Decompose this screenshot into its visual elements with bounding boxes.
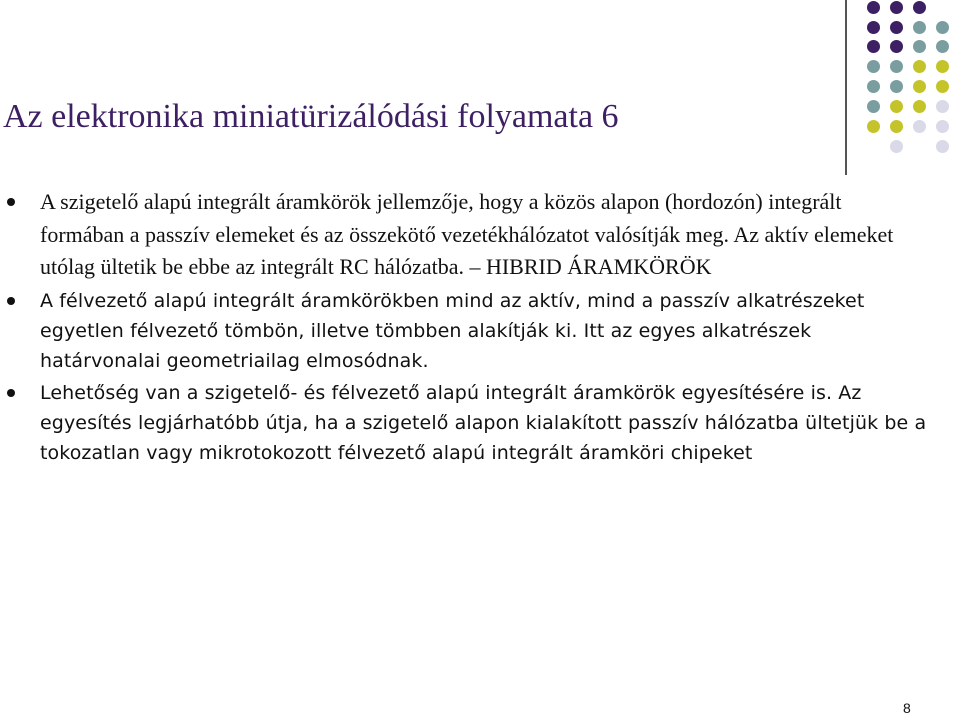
bullet-marker (7, 198, 15, 206)
decor-dot (890, 40, 903, 53)
decor-dot (867, 60, 880, 73)
page-number: 8 (903, 700, 911, 716)
bullet-item-combination (0, 378, 930, 468)
bullet-marker (7, 297, 15, 305)
bullet-item-semiconductor-circuits (0, 286, 930, 376)
bullet-text: A szigetelő alapú integrált áramkörök jellemzője, hogy a közös alapon (hordozón) integrált formában a passzív elemeket és az összekötő vezetékhálózatot valósítják meg. Az aktív elemeket utólag ültetik be ebbe az integrált RC hálózatba. – HIBRID ÁRAMKÖRÖK (40, 189, 894, 279)
decor-dot (913, 1, 926, 14)
decor-dot (936, 120, 949, 133)
decor-dot (913, 120, 926, 133)
decor-dot (867, 21, 880, 34)
decor-dot (890, 100, 903, 113)
decor-dot (936, 21, 949, 34)
bullet-list (0, 186, 930, 470)
decor-dot (936, 140, 949, 153)
decor-dot (936, 80, 949, 93)
decor-dot (890, 1, 903, 14)
decor-dot (867, 80, 880, 93)
decor-dot (936, 100, 949, 113)
decor-dot (890, 60, 903, 73)
decor-dot (913, 21, 926, 34)
decor-dot (913, 60, 926, 73)
decor-dot (867, 100, 880, 113)
bullet-marker (7, 389, 15, 397)
bullet-item-hybrid-circuits (0, 186, 930, 284)
decor-dot (913, 100, 926, 113)
bullet-text: Lehetőség van a szigetelő- és félvezető alapú integrált áramkörök egyesítésére is. Az egyesítés legjárhatóbb útja, ha a szigetelő alapon kialakított passzív hálózatba ültetjük be a tokozatlan vagy mikrotokozott félvezető alapú integrált áramköri chipeket (40, 381, 927, 464)
decor-dot (936, 60, 949, 73)
decor-dot (890, 140, 903, 153)
bullet-text: A félvezető alapú integrált áramkörökben mind az aktív, mind a passzív alkatrészeket egyetlen félvezető tömbön, illetve tömbben alakítják ki. Itt az egyes alkatrészek határvonalai geometriailag elmosódnak. (40, 289, 865, 372)
decor-dot (936, 40, 949, 53)
decor-dot (913, 80, 926, 93)
decor-dot (867, 40, 880, 53)
decor-dot (867, 120, 880, 133)
slide-title: Az elektronika miniatürizálódási folyamata 6 (3, 98, 619, 135)
decorative-divider-line (845, 0, 847, 175)
decor-dot (867, 1, 880, 14)
decor-dot (890, 120, 903, 133)
decor-dot (890, 21, 903, 34)
decor-dot (913, 40, 926, 53)
decorative-dot-grid (855, 0, 960, 160)
decor-dot (890, 80, 903, 93)
